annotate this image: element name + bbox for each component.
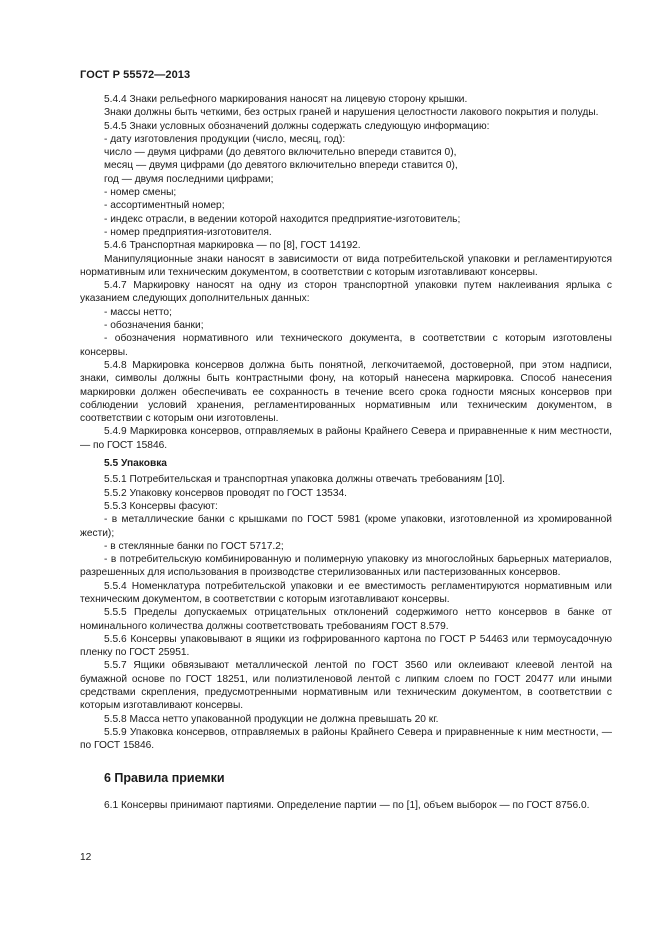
paragraph-group-packaging bbox=[80, 473, 612, 752]
paragraph: 6.1 Консервы принимают партиями. Определение партии — по [1], объем выборок — по ГОСТ 8756.0. bbox=[104, 799, 590, 811]
paragraph: 5.4.6 Транспортная маркировка — по [8], ГОСТ 14192. bbox=[104, 240, 361, 252]
paragraph: - индекс отрасли, в ведении которой находится предприятие-изготовитель; bbox=[104, 213, 461, 225]
paragraph: 5.5.5 Пределы допускаемых отрицательных отклонений содержимого нетто консервов в банке от номинального количества должны соответствовать требованиям ГОСТ 8.579. bbox=[80, 607, 612, 632]
paragraph: месяц — двумя цифрами (до девятого включительно впереди ставится 0), bbox=[104, 160, 458, 172]
paragraph: 5.4.9 Маркировка консервов, отправляемых в районы Крайнего Севера и приравненные к ним местности, — по ГОСТ 15846. bbox=[80, 426, 612, 451]
paragraph: 5.5.6 Консервы упаковывают в ящики из гофрированного картона по ГОСТ Р 54463 или термоусадочную пленку по ГОСТ 25951. bbox=[80, 633, 612, 659]
paragraph: - массы нетто; bbox=[104, 306, 172, 318]
section-title-packaging: 5.5 Упаковка bbox=[104, 458, 167, 470]
paragraph: 5.5.8 Масса нетто упакованной продукции не должна превышать 20 кг. bbox=[104, 713, 439, 725]
paragraph: - в потребительскую комбинированную и полимерную упаковку из многослойных барьерных материалов, разрешенных для использования в производстве стерилизованных или пастеризованных консервов. bbox=[80, 554, 612, 579]
paragraph: 5.4.4 Знаки рельефного маркирования наносят на лицевую сторону крышки. bbox=[104, 94, 468, 105]
paragraph: - обозначения банки; bbox=[104, 320, 204, 332]
paragraph: - ассортиментный номер; bbox=[104, 200, 225, 212]
paragraph: - в стеклянные банки по ГОСТ 5717.2; bbox=[104, 540, 284, 552]
paragraph: 5.5.3 Консервы фасуют: bbox=[104, 500, 218, 512]
paragraph: год — двумя последними цифрами; bbox=[104, 173, 274, 185]
paragraph: Манипуляционные знаки наносят в зависимости от вида потребительской упаковки и регламентируются нормативным или техническим документом, в соответствии с которым изготавливают консервы. bbox=[80, 253, 612, 278]
paragraph: 5.5.7 Ящики обвязывают металлической лентой по ГОСТ 3560 или оклеивают клеевой лентой на бумажной основе по ГОСТ 18251, или полиэтиленовой лентой с липким слоем по ГОСТ 20477 или иными средствами скрепления, предусмотренными нормативным или техническим документом, в соответствии с которым изготавливают консервы. bbox=[80, 660, 612, 712]
paragraph: 5.4.5 Знаки условных обозначений должны содержать следующую информацию: bbox=[104, 120, 490, 132]
section-title-acceptance: 6 Правила приемки bbox=[104, 770, 225, 785]
paragraph-group-marking bbox=[80, 93, 612, 452]
document-code-header: ГОСТ Р 55572—2013 bbox=[80, 69, 191, 81]
paragraph: - в металлические банки с крышками по ГОСТ 5981 (кроме упаковки, изготовленной из хромированной жести); bbox=[80, 514, 612, 539]
document-body bbox=[80, 93, 612, 812]
paragraph: - дату изготовления продукции (число, месяц, год): bbox=[104, 133, 346, 145]
paragraph: - номер предприятия-изготовителя. bbox=[104, 226, 272, 238]
paragraph: Знаки должны быть четкими, без острых граней и нарушения целостности лакового покрытия и полуды. bbox=[104, 107, 599, 119]
paragraph: 5.5.2 Упаковку консервов проводят по ГОСТ 13534. bbox=[104, 487, 347, 499]
paragraph: 5.4.8 Маркировка консервов должна быть понятной, легкочитаемой, достоверной, при этом надписи, знаки, символы должны быть контрастными фону, на который нанесена маркировка. Способ нанесения маркировки должен обеспечивать ее сохранность в течение всего срока годности мясных консервов при соблюдении условий хранения, регламентированных нормативным или техническим документом, в соответствии с которым они изготовлены. bbox=[80, 359, 612, 425]
paragraph: 5.5.9 Упаковка консервов, отправляемых в районы Крайнего Севера и приравненные к ним местности, — по ГОСТ 15846. bbox=[80, 726, 612, 752]
paragraph: 5.5.1 Потребительская и транспортная упаковка должны отвечать требованиям [10]. bbox=[104, 474, 505, 486]
paragraph-group-acceptance bbox=[80, 799, 612, 812]
paragraph: - номер смены; bbox=[104, 187, 177, 199]
paragraph: 5.5.4 Номенклатура потребительской упаковки и ее вместимость регламентируются нормативным или техническим документом, в соответствии с которым изготавливают консервы. bbox=[80, 580, 612, 605]
page-number: 12 bbox=[80, 852, 92, 863]
paragraph: - обозначения нормативного или технического документа, в соответствии с которым изготовлены консервы. bbox=[80, 333, 612, 358]
paragraph: 5.4.7 Маркировку наносят на одну из сторон транспортной упаковки путем наклеивания ярлыка с указанием следующих дополнительных данных: bbox=[80, 280, 612, 305]
paragraph: число — двумя цифрами (до девятого включительно впереди ставится 0), bbox=[104, 147, 457, 159]
